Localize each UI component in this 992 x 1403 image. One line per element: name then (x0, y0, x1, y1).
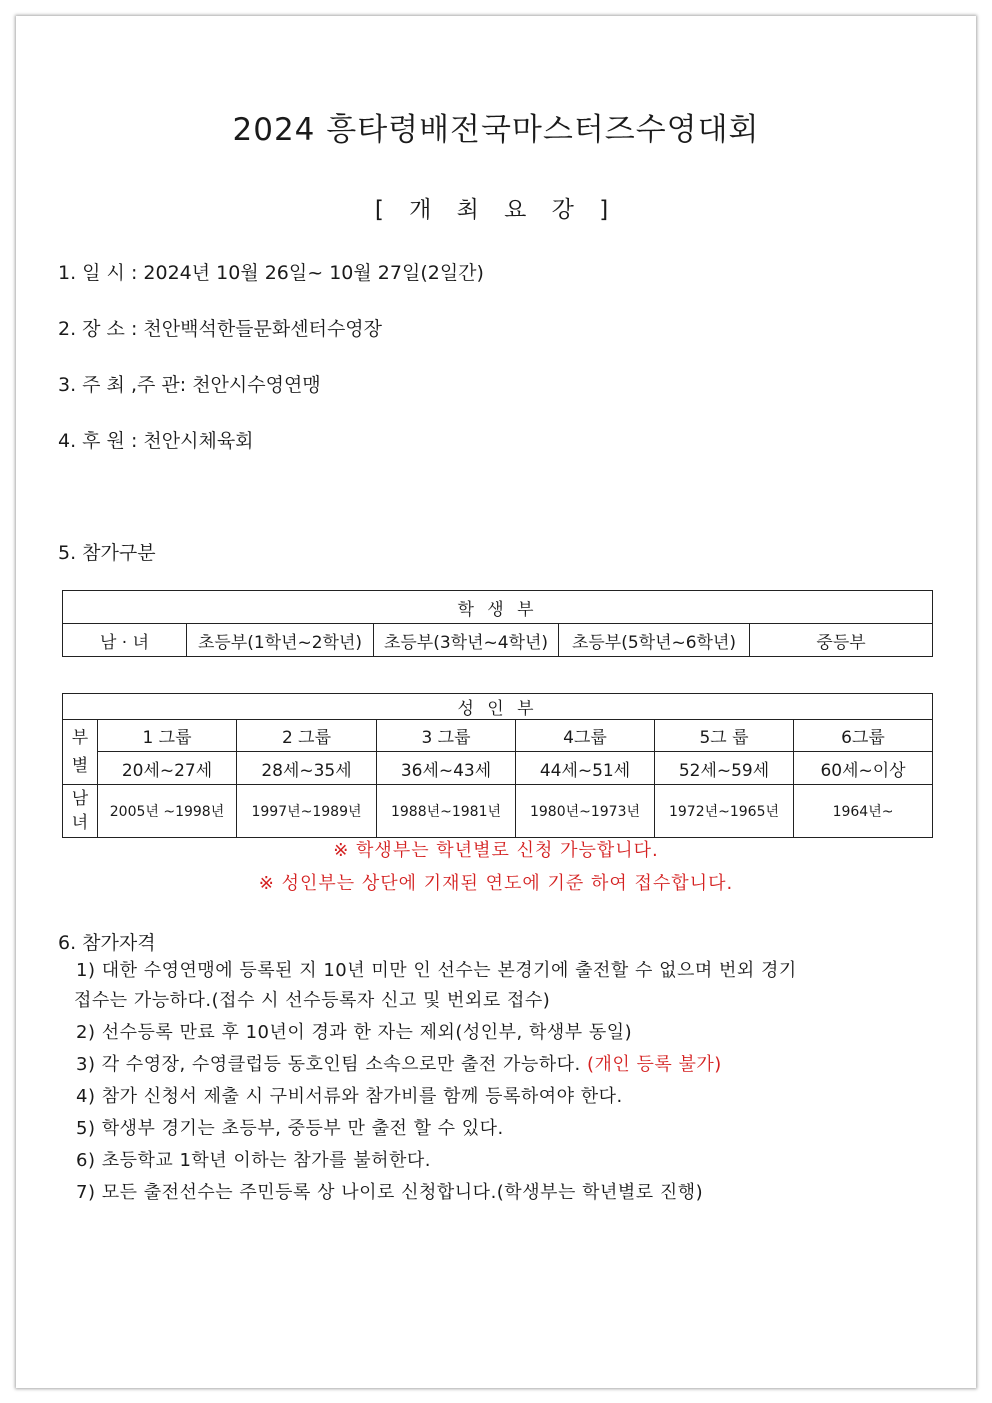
document-title: 2024 흥타령배전국마스터즈수영대회 (232, 112, 760, 148)
qualification-item-4: 4) 참가 신청서 제출 시 구비서류와 참가비를 함께 등록하여야 한다. (76, 1086, 623, 1107)
qualification-item-3-text: 3) 각 수영장, 수영클럽등 동호인팀 소속으로만 출전 가능하다. (76, 1054, 581, 1075)
adult-age-range: 36세~43세 (377, 752, 516, 785)
info-value: 천안시수영연맹 (192, 374, 321, 396)
info-value: 천안백석한들문화센터수영장 (143, 318, 383, 340)
student-cell-grade56: 초등부(5학년~6학년) (559, 624, 750, 657)
qualification-item-5: 5) 학생부 경기는 초등부, 중등부 만 출전 할 수 있다. (76, 1118, 504, 1139)
adult-birth-years: 1988년~1981년 (377, 785, 516, 838)
adult-birth-years: 1964년~ (794, 785, 933, 838)
info-value: 천안시체육회 (143, 430, 254, 452)
adult-group-header: 2 그룹 (237, 720, 377, 752)
adult-group-header: 3 그룹 (377, 720, 516, 752)
adult-group-header: 4그룹 (516, 720, 655, 752)
adult-birth-years: 1980년~1973년 (516, 785, 655, 838)
adult-age-range: 44세~51세 (516, 752, 655, 785)
info-label: 4. 후 원 : (58, 430, 138, 452)
info-label: 1. 일 시 : (58, 262, 138, 284)
student-table-title: 학 생 부 (63, 591, 933, 624)
adult-group-header: 5그 룹 (655, 720, 794, 752)
note-adult: ※ 성인부는 상단에 기재된 연도에 기준 하여 접수합니다. (258, 873, 734, 894)
adult-row-label-group: 부 별 (63, 720, 98, 785)
adult-division-table (62, 693, 933, 838)
info-date (58, 258, 484, 285)
adult-age-range: 20세~27세 (98, 752, 237, 785)
info-label: 3. 주 최 ,주 관: (58, 374, 187, 396)
info-value: 2024년 10월 26일~ 10월 27일(2일간) (143, 262, 484, 284)
qualification-item-7: 7) 모든 출전선수는 주민등록 상 나이로 신청합니다.(학생부는 학년별로 진행) (76, 1182, 704, 1203)
adult-age-range: 52세~59세 (655, 752, 794, 785)
qualification-item-3 (76, 1050, 936, 1080)
adult-group-header: 1 그룹 (98, 720, 237, 752)
student-cell-grade12: 초등부(1학년~2학년) (187, 624, 374, 657)
info-host (58, 370, 321, 397)
adult-row-label-gender: 남 녀 (63, 785, 98, 838)
note-student: ※ 학생부는 학년별로 신청 가능합니다. (333, 840, 659, 861)
info-venue (58, 314, 382, 341)
student-cell-middle: 중등부 (750, 624, 933, 657)
adult-birth-years: 1972년~1965년 (655, 785, 794, 838)
qualification-item-6: 6) 초등학교 1학년 이하는 참가를 불허한다. (76, 1150, 431, 1171)
section6-heading: 6. 참가자격 (58, 932, 156, 954)
adult-birth-years: 2005년 ~1998년 (98, 785, 237, 838)
info-label: 2. 장 소 : (58, 318, 138, 340)
student-cell-gender: 남 · 녀 (63, 624, 187, 657)
adult-table-title: 성 인 부 (63, 694, 933, 720)
qualification-item-1-cont: 접수는 가능하다.(접수 시 선수등록자 신고 및 번외로 접수) (74, 990, 551, 1011)
qualification-item-2: 2) 선수등록 만료 후 10년이 경과 한 자는 제외(성인부, 학생부 동일) (76, 1022, 633, 1043)
adult-age-range: 60세~이상 (794, 752, 933, 785)
section5-heading: 5. 참가구분 (58, 542, 156, 564)
document-subtitle: [ 개 최 요 강 ] (374, 197, 618, 223)
adult-age-range: 28세~35세 (237, 752, 377, 785)
student-division-table (62, 590, 933, 657)
adult-group-header: 6그룹 (794, 720, 933, 752)
info-sponsor (58, 426, 254, 453)
qualification-item-1: 1) 대한 수영연맹에 등록된 지 10년 미만 인 선수는 본경기에 출전할 수 없으며 번외 경기 (76, 960, 797, 981)
document-page (16, 16, 976, 1388)
student-cell-grade34: 초등부(3학년~4학년) (374, 624, 559, 657)
adult-birth-years: 1997년~1989년 (237, 785, 377, 838)
qualification-item-3-warning: (개인 등록 불가) (587, 1054, 722, 1075)
